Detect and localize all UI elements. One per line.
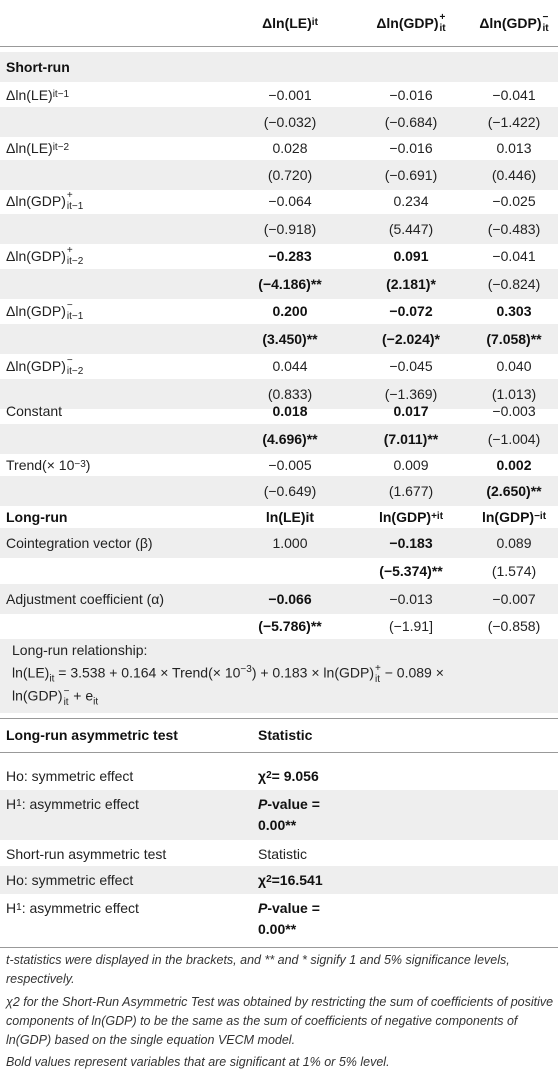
coef-cell: −0.007 <box>492 591 536 607</box>
footnote-divider <box>0 947 558 948</box>
section-short-run <box>0 52 558 82</box>
long-run-col-le: ln(LE)it <box>265 509 315 525</box>
asym-sr-pvalue: P -value = <box>258 900 320 916</box>
coef-cell: −0.283 <box>268 248 312 264</box>
coef-cell: −0.013 <box>389 591 433 607</box>
coef-cell: −0.041 <box>492 87 536 103</box>
asym-sr-stat-header: Statistic <box>258 846 308 862</box>
tstat-cell: (−5.374)** <box>379 563 443 579</box>
coef-cell: −0.045 <box>389 358 433 374</box>
tstat-cell: (−0.649) <box>263 483 317 499</box>
header-divider <box>0 46 558 47</box>
coef-cell: 0.044 <box>272 358 308 374</box>
table-row <box>0 351 558 381</box>
row-label: Constant <box>6 403 63 419</box>
tstat-cell: (3.450)** <box>262 331 318 347</box>
tstat-cell: (2.650)** <box>486 483 542 499</box>
tstat-cell: (−0.858) <box>487 618 541 634</box>
coef-cell: −0.025 <box>492 193 536 209</box>
tstat-cell: (−0.032) <box>263 114 317 130</box>
divider <box>0 752 558 753</box>
relationship-equation-line1: $\ln(LE)_{it} = 3.538 + 0.164$ × Trend(× $10^{-3}) + 0.183 \times \ln(GDP)$ + it − 0.089 × <box>12 663 444 685</box>
coef-cell: −0.066 <box>268 591 312 607</box>
asym-lr-pvalue: P -value = <box>258 796 320 812</box>
table-row <box>0 528 558 558</box>
tstat-cell: (1.574) <box>491 563 537 579</box>
coef-cell: −0.016 <box>389 140 433 156</box>
coef-cell: 1.000 <box>272 535 308 551</box>
coef-cell: 0.013 <box>496 140 532 156</box>
tstat-cell: (1.013) <box>491 386 537 402</box>
table-row <box>0 269 558 299</box>
table-row <box>0 80 558 110</box>
coef-cell: −0.183 <box>389 535 433 551</box>
table-header <box>0 0 558 46</box>
row-label: Δln(GDP) − it−1 <box>6 300 84 322</box>
tstat-cell: (0.720) <box>267 167 313 183</box>
tstat-cell: (−0.483) <box>487 221 541 237</box>
coef-cell: −0.064 <box>268 193 312 209</box>
table-row <box>0 762 558 790</box>
footnote-tstat: t-statistics were displayed in the brackets, and ** and * signify 1 and 5% significance levels, respectively. <box>6 953 510 986</box>
asym-lr-pvalue-num: 0.00** <box>258 817 297 833</box>
table-row <box>0 556 558 586</box>
coef-cell: −0.003 <box>492 403 536 419</box>
table-row <box>0 396 558 426</box>
relationship-title: Long-run relationship: <box>12 642 148 658</box>
row-label: Adjustment coefficient (α) <box>6 591 165 607</box>
tstat-cell: (−0.691) <box>384 167 438 183</box>
table-row <box>0 790 558 840</box>
asym-sr-pvalue-num: 0.00** <box>258 921 297 937</box>
row-label: Δln(GDP) + it−1 <box>6 190 84 212</box>
tstat-cell: (2.181)* <box>386 276 436 292</box>
table-row <box>0 186 558 216</box>
tstat-cell: (−1.91] <box>389 618 433 634</box>
tstat-cell: (0.446) <box>491 167 537 183</box>
coef-cell: −0.005 <box>268 457 312 473</box>
long-run-col-gdp-neg: ln(GDP) −it <box>481 509 547 525</box>
row-label: Cointegration vector (β) <box>6 535 153 551</box>
footnote-bold: Bold values represent variables that are significant at 1% or 5% level. <box>6 1055 390 1069</box>
header-col-le: Δln(LE) it <box>262 15 318 31</box>
coef-cell: −0.072 <box>389 303 433 319</box>
section-label: Short-run <box>6 59 70 75</box>
coef-cell: 0.040 <box>496 358 532 374</box>
table-row <box>0 133 558 163</box>
coef-cell: 0.234 <box>393 193 429 209</box>
asym-sr-title: Short-run asymmetric test <box>6 846 167 862</box>
asym-lr-h1: H 1 : asymmetric effect <box>6 796 139 812</box>
tstat-cell: (−4.186)** <box>258 276 322 292</box>
row-label: Δln(GDP) + it−2 <box>6 245 84 267</box>
tstat-cell <box>228 556 352 586</box>
table-row <box>0 584 558 614</box>
tstat-cell: (1.677) <box>388 483 434 499</box>
long-run-relationship <box>0 639 558 713</box>
table-row <box>0 241 558 271</box>
asym-lr-stat-header: Statistic <box>258 727 313 743</box>
divider <box>0 718 558 719</box>
table-row <box>0 840 558 868</box>
asym-header <box>0 720 558 750</box>
tstat-cell: (−2.024)* <box>382 331 440 347</box>
table-row <box>0 611 558 641</box>
relationship-equation-line2: ln(GDP) − it + $e_{it}$ <box>12 686 99 708</box>
coef-cell: 0.018 <box>272 403 308 419</box>
asym-lr-ho: Ho: symmetric effect <box>6 768 134 784</box>
header-col-gdp-pos: Δln(GDP) + it <box>376 12 446 34</box>
coef-cell: −0.001 <box>268 87 312 103</box>
tstat-cell: (−1.369) <box>384 386 438 402</box>
coef-cell: 0.017 <box>393 403 429 419</box>
coef-cell: 0.009 <box>393 457 429 473</box>
footnote-chi2: χ2 for the Short-Run Asymmetric Test was obtained by restricting the sum of coefficients of positive components of ln(GDP) to be the same as the sum of coefficients of negative components of ln(GDP) based on the single equation VECM model. <box>6 995 554 1047</box>
tstat-cell: (−0.684) <box>384 114 438 130</box>
coef-cell: 0.028 <box>272 140 308 156</box>
header-col-gdp-neg: Δln(GDP) − it <box>479 12 549 34</box>
section-label: Long-run <box>6 509 68 525</box>
table-row <box>0 866 558 894</box>
table-row <box>0 324 558 354</box>
row-label: Δln(LE) it−2 <box>6 140 70 156</box>
tstat-cell: (−1.004) <box>487 431 541 447</box>
asym-sr-h1: H 1 : asymmetric effect <box>6 900 139 916</box>
tstat-cell: (−5.786)** <box>258 618 322 634</box>
coef-cell: −0.041 <box>492 248 536 264</box>
coef-cell: 0.200 <box>272 303 308 319</box>
asym-lr-title: Long-run asymmetric test <box>6 727 178 743</box>
asym-sr-ho: Ho: symmetric effect <box>6 872 134 888</box>
row-label: Δln(GDP) − it−2 <box>6 355 84 377</box>
tstat-cell: (−0.824) <box>487 276 541 292</box>
asym-sr-chi: χ 2 =16.541 <box>258 872 323 888</box>
tstat-cell: (0.833) <box>267 386 313 402</box>
tstat-cell: (−1.422) <box>487 114 541 130</box>
row-label: Δln(LE) it−1 <box>6 87 70 103</box>
coef-cell: 0.002 <box>496 457 532 473</box>
tstat-cell: (−0.918) <box>263 221 317 237</box>
tstat-cell: (7.011)** <box>383 431 439 447</box>
asym-lr-chi: χ 2 = 9.056 <box>258 768 319 784</box>
table-row <box>0 214 558 244</box>
table-row <box>0 296 558 326</box>
tstat-cell: (7.058)** <box>486 331 542 347</box>
coef-cell: 0.089 <box>496 535 532 551</box>
row-label: Trend(× 10 −3 ) <box>6 457 91 473</box>
coef-cell: 0.303 <box>496 303 532 319</box>
coef-cell: 0.091 <box>393 248 429 264</box>
coef-cell: −0.016 <box>389 87 433 103</box>
tstat-cell: (5.447) <box>388 221 434 237</box>
tstat-cell: (4.696)** <box>262 431 318 447</box>
table-row <box>0 894 558 944</box>
long-run-col-gdp-pos: ln(GDP) +it <box>378 509 444 525</box>
